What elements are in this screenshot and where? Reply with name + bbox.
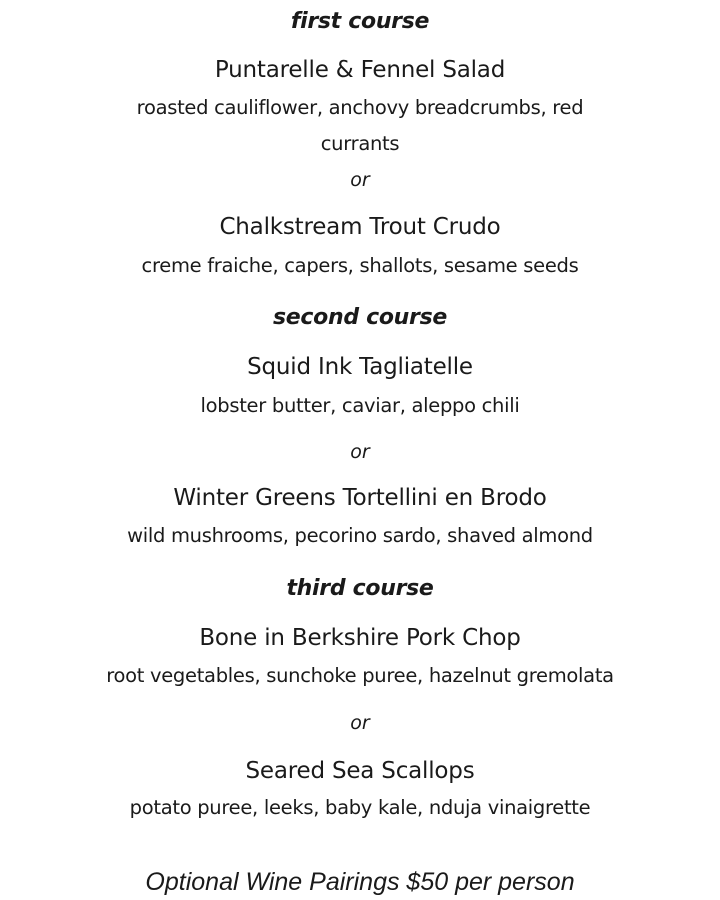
dish-name-winter-greens-tortellini: Winter Greens Tortellini en Brodo: [173, 485, 547, 511]
dish-name-squid-ink-tagliatelle: Squid Ink Tagliatelle: [247, 354, 473, 380]
or-separator-first-course: or: [350, 169, 370, 191]
dish-description-pork-chop: root vegetables, sunchoke puree, hazelnut gremolata: [106, 664, 614, 687]
dish-name-chalkstream-trout-crudo: Chalkstream Trout Crudo: [219, 214, 501, 240]
dish-description-tortellini: wild mushrooms, pecorino sardo, shaved almond: [127, 524, 593, 547]
or-separator-third-course: or: [350, 712, 370, 734]
or-separator-second-course: or: [350, 441, 370, 463]
dish-description-puntarelle-line2: currants: [320, 132, 400, 155]
dish-name-seared-sea-scallops: Seared Sea Scallops: [245, 758, 475, 784]
course-heading-third: third course: [286, 576, 434, 601]
wine-pairing-note: Optional Wine Pairings $50 per person: [145, 868, 575, 896]
course-heading-second: second course: [272, 305, 448, 330]
dish-description-trout-crudo: creme fraiche, capers, shallots, sesame seeds: [141, 254, 579, 277]
dish-description-scallops: potato puree, leeks, baby kale, nduja vinaigrette: [129, 796, 591, 819]
dish-description-puntarelle-line1: roasted cauliflower, anchovy breadcrumbs, red: [136, 96, 584, 119]
course-heading-first: first course: [290, 9, 430, 34]
dish-name-berkshire-pork-chop: Bone in Berkshire Pork Chop: [199, 625, 521, 651]
dish-description-squid-ink: lobster butter, caviar, aleppo chili: [200, 394, 520, 417]
dish-name-puntarelle-fennel-salad: Puntarelle & Fennel Salad: [214, 57, 506, 83]
